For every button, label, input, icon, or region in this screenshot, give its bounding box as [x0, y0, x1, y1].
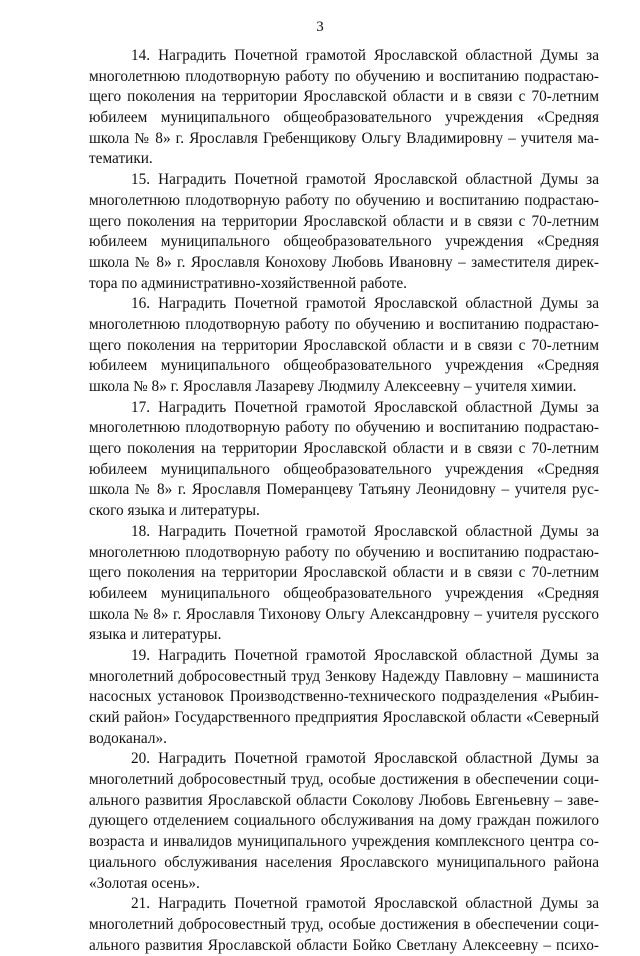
paragraph-line: 21. Наградить Почетной грамотой Ярославской областной Думы за	[131, 895, 599, 913]
paragraph-line: 16. Наградить Почетной грамотой Ярославской областной Думы за	[131, 295, 599, 313]
paragraph-line: щего поколения на территории Ярославской области и в связи с 70-летним	[89, 336, 599, 354]
paragraph-line: щего поколения на территории Ярославской области и в связи с 70-летним	[89, 440, 599, 458]
paragraph-line: ального развития Ярославской области Бойко Светлану Алексеевну – психо-	[89, 936, 599, 954]
paragraph-line: ский район» Государственного предприятия Ярославской области «Северный	[89, 709, 599, 726]
paragraph-item-19	[89, 646, 599, 749]
paragraph-line: 19. Наградить Почетной грамотой Ярославской областной Думы за	[131, 646, 599, 664]
paragraph-line: школа № 8» г. Ярославля Конохову Любовь Ивановну – заместителя дирек-	[89, 253, 599, 271]
page-number: 3	[316, 19, 324, 35]
paragraph-line: школа № 8» г. Ярославля Лазареву Людмилу Алексеевну – учителя химии.	[89, 378, 577, 395]
paragraph-line: многолетний добросовестный труд, особые достижения в обеспечении соци-	[89, 771, 599, 789]
paragraph-line: 20. Наградить Почетной грамотой Ярославской областной Думы за	[131, 750, 599, 768]
paragraph-item-18	[89, 522, 599, 646]
paragraph-line: 18. Наградить Почетной грамотой Ярославской областной Думы за	[131, 522, 599, 540]
paragraph-line: 15. Наградить Почетной грамотой Ярославской областной Думы за	[131, 171, 599, 189]
paragraph-line: насосных установок Производственно-технического подразделения «Рыбин-	[89, 688, 599, 706]
paragraph-line: многолетнюю плодотворную работу по обучению и воспитанию подрастаю-	[89, 419, 599, 437]
paragraph-line: юбилеем муниципального общеобразовательного учреждения «Средняя	[89, 233, 599, 251]
paragraph-line: щего поколения на территории Ярославской области и в связи с 70-летним	[89, 564, 599, 582]
paragraph-line: тематики.	[89, 150, 153, 168]
paragraph-line: многолетнюю плодотворную работу по обучению и воспитанию подрастаю-	[89, 543, 599, 561]
paragraph-line: 14. Наградить Почетной грамотой Ярославской областной Думы за	[131, 47, 599, 64]
paragraph-line: юбилеем муниципального общеобразовательного учреждения «Средняя	[89, 357, 599, 375]
paragraph-line: щего поколения на территории Ярославской области и в связи с 70-летним	[89, 88, 599, 106]
paragraph-line: возраста и инвалидов муниципального учреждения комплексного центра со-	[89, 833, 599, 851]
paragraph-line: ального развития Ярославской области Соколову Любовь Евгеньевну – заве-	[89, 791, 599, 809]
paragraph-line: юбилеем муниципального общеобразовательного учреждения «Средняя	[89, 460, 599, 478]
paragraph-line: водоканал».	[89, 729, 167, 747]
paragraph-item-15	[89, 170, 599, 294]
paragraph-line: «Золотая осень».	[89, 874, 200, 892]
paragraph-item-20	[89, 749, 599, 894]
document-body	[89, 46, 599, 956]
paragraph-line: многолетнюю плодотворную работу по обучению и воспитанию подрастаю-	[89, 67, 599, 85]
paragraph-line: дующего отделением социального обслуживания на дому граждан пожилого	[89, 812, 599, 830]
paragraph-line: 17. Наградить Почетной грамотой Ярославской областной Думы за	[131, 398, 599, 416]
paragraph-line: школа № 8» г. Ярославля Гребенщикову Ольгу Владимировну – учителя ма-	[89, 129, 599, 147]
paragraph-line: щего поколения на территории Ярославской области и в связи с 70-летним	[89, 212, 599, 230]
paragraph-item-17	[89, 398, 599, 522]
paragraph-line: циального обслуживания населения Ярославского муниципального района	[89, 853, 599, 871]
paragraph-line: многолетний добросовестный труд Зенкову Надежду Павловну – машиниста	[89, 667, 599, 685]
paragraph-line: школа № 8» г. Ярославля Померанцеву Татьяну Леонидовну – учителя рус-	[89, 481, 599, 499]
paragraph-line: языка и литературы.	[89, 626, 222, 644]
paragraph-line: ского языка и литературы.	[89, 502, 260, 520]
paragraph-line: школа № 8» г. Ярославля Тихонову Ольгу Александровну – учителя русского	[89, 605, 599, 623]
paragraph-line: многолетнюю плодотворную работу по обучению и воспитанию подрастаю-	[89, 191, 599, 209]
paragraph-item-16	[89, 294, 599, 397]
paragraph-line: тора по административно-хозяйственной работе.	[89, 274, 407, 292]
paragraph-line: многолетнюю плодотворную работу по обучению и воспитанию подрастаю-	[89, 315, 599, 333]
paragraph-line: юбилеем муниципального общеобразовательного учреждения «Средняя	[89, 109, 599, 127]
paragraph-line: юбилеем муниципального общеобразовательного учреждения «Средняя	[89, 584, 599, 602]
paragraph-item-14	[89, 46, 599, 170]
paragraph-item-21	[89, 894, 599, 956]
paragraph-line: многолетний добросовестный труд, особые достижения в обеспечении соци-	[89, 915, 599, 933]
